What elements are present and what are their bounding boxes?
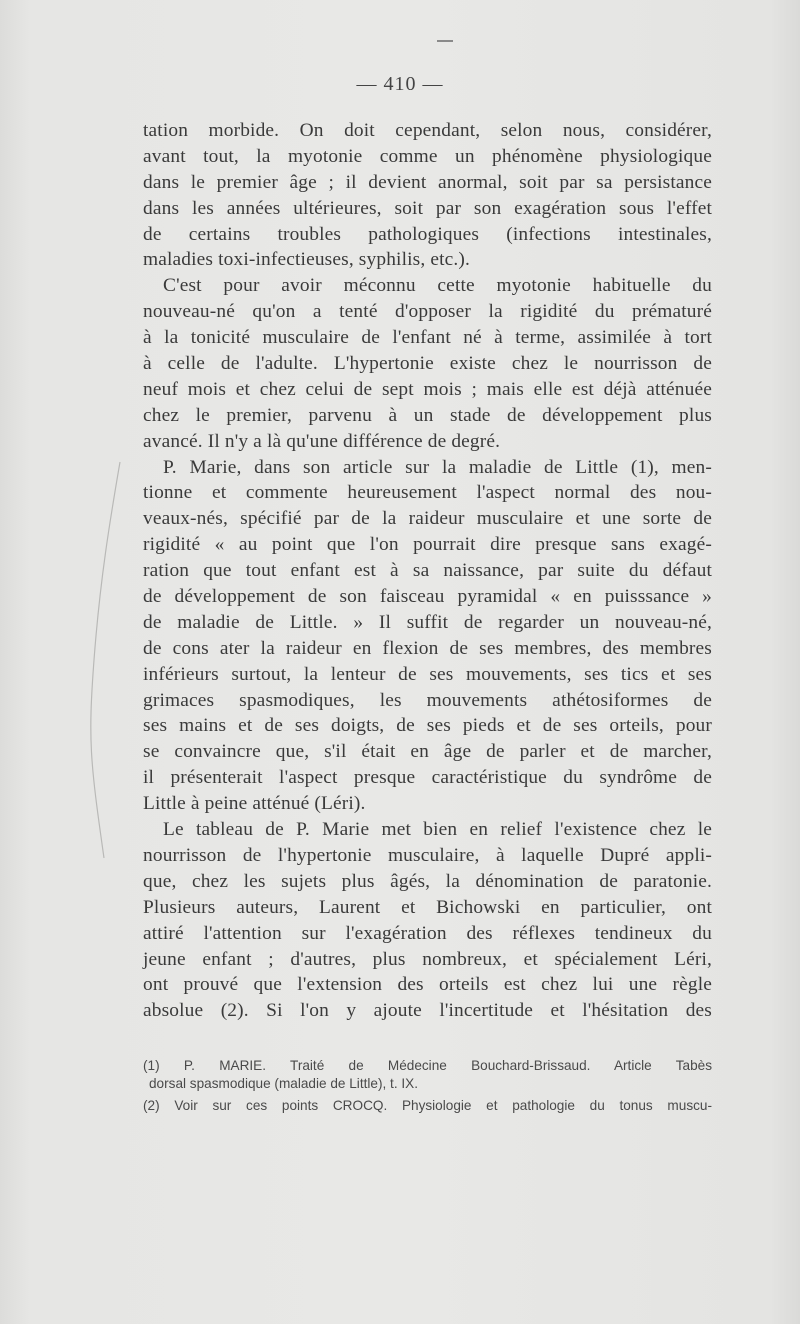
text-line: Le tableau de P. Marie met bien en relief l'existence chez le [163,819,712,841]
text-line: dans les années ultérieures, soit par son exagération sous l'effet [143,197,712,219]
text-line: P. Marie, dans son article sur la maladie de Little (1), men- [163,456,712,478]
text-line: à celle de l'adulte. L'hypertonie existe chez le nourrisson de [143,353,712,375]
body-text [143,118,712,1024]
text-line: ont prouvé que l'extension des orteils est chez lui une règle [143,974,712,996]
text-line: il présenterait l'aspect presque caractéristique du syndrôme de [143,767,712,789]
text-line: maladies toxi-infectieuses, syphilis, etc.). [143,249,470,271]
text-line: tionne et commente heureusement l'aspect normal des nou- [143,482,712,504]
text-line: absolue (2). Si l'on y ajoute l'incertitude et l'hésitation des [143,1000,712,1022]
text-line: jeune enfant ; d'autres, plus nombreux, et spécialement Léri, [143,948,712,970]
footnotes [143,1057,712,1115]
text-line: à la tonicité musculaire de l'enfant né à terme, assimilée à tort [143,327,712,349]
margin-pencil-mark [82,460,122,860]
text-line: que, chez les sujets plus âgés, la dénomination de paratonie. [143,870,712,892]
text-line: de cons ater la raideur en flexion de ses membres, des membres [143,637,712,659]
text-line: neuf mois et chez celui de sept mois ; mais elle est déjà atténuée [143,378,712,400]
footnote [143,1057,712,1093]
text-line: de développement de son faisceau pyramidal « en puisssance » [143,586,712,608]
text-line: avancé. Il n'y a là qu'une différence de degré. [143,430,501,452]
text-line: C'est pour avoir méconnu cette myotonie habituelle du [163,275,712,297]
footnote [143,1097,712,1115]
paragraph [143,455,712,817]
footnote-line: dorsal spasmodique (maladie de Little), t. IX. [149,1076,418,1091]
paragraph [143,817,712,1024]
text-line: nouveau-né qu'on a tenté d'opposer la rigidité du prématuré [143,301,712,323]
text-line: dans le premier âge ; il devient anormal, soit par sa persistance [143,171,712,193]
text-line: grimaces spasmodiques, les mouvements athétosiformes de [143,689,712,711]
scan-mark [437,40,453,42]
text-line: ration que tout enfant est à sa naissance, par suite du défaut [143,560,712,582]
paragraph [143,118,712,273]
text-line: Little à peine atténué (Léri). [143,793,366,815]
text-line: tation morbide. On doit cependant, selon nous, considérer, [143,120,712,141]
text-line: nourrisson de l'hypertonie musculaire, à laquelle Dupré appli- [143,844,712,866]
text-line: rigidité « au point que l'on pourrait dire presque sans exagé- [143,534,712,556]
page-number: — 410 — [356,73,444,95]
text-line: se convaincre que, s'il était en âge de parler et de marcher, [143,741,712,763]
text-line: de maladie de Little. » Il suffit de regarder un nouveau-né, [143,611,712,633]
paragraph [143,273,712,454]
footnote-line: (2) Voir sur ces points CROCQ. Physiologie et pathologie du tonus muscu- [143,1098,712,1113]
text-line: chez le premier, parvenu à un stade de développement plus [143,404,712,426]
text-line: avant tout, la myotonie comme un phénomène physiologique [143,145,712,167]
text-line: attiré l'attention sur l'exagération des réflexes tendineux du [143,922,712,944]
text-line: veaux-nés, spécifié par de la raideur musculaire et une sorte de [143,508,712,530]
footnote-line: (1) P. MARIE. Traité de Médecine Bouchard-Brissaud. Article Tabès [143,1058,712,1073]
text-line: inférieurs surtout, la lenteur de ses mouvements, ses tics et ses [143,663,712,685]
text-line: Plusieurs auteurs, Laurent et Bichowski en particulier, ont [143,896,712,918]
text-line: de certains troubles pathologiques (infections intestinales, [143,223,712,245]
text-line: ses mains et de ses doigts, de ses pieds et de ses orteils, pour [143,715,712,737]
